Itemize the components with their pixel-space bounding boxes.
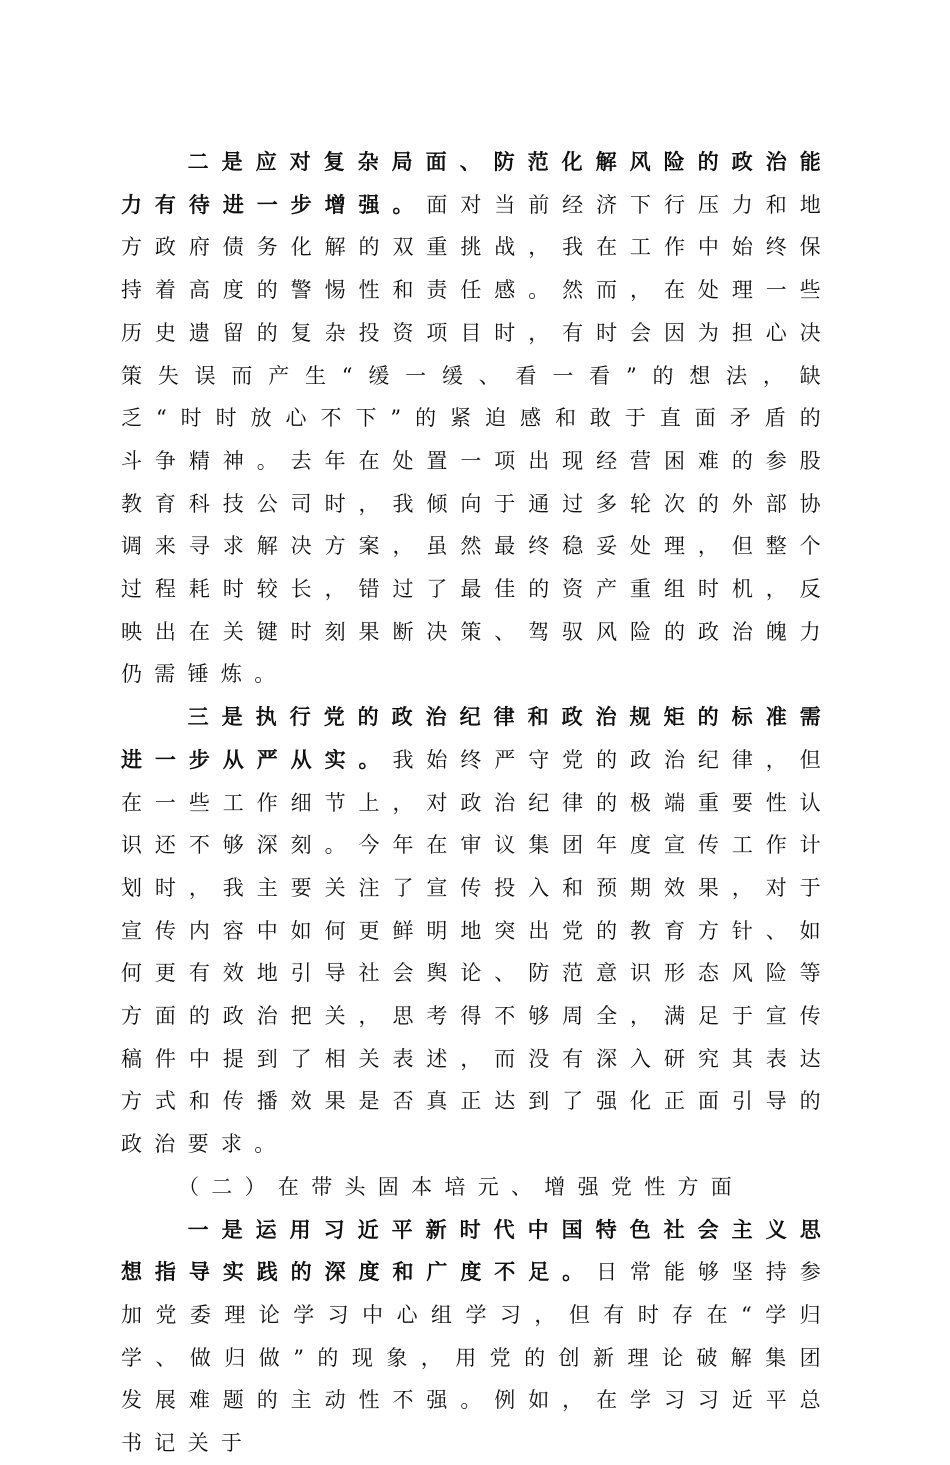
paragraph-political-ability: [121, 141, 833, 696]
section-heading-text: （二）在带头固本培元、增强党性方面: [178, 1174, 745, 1199]
paragraph-lead-sentence: 三是执行党的政治纪律和政治规矩的标准需进一步从严从实。: [121, 704, 833, 772]
document-page: [121, 141, 833, 1465]
paragraph-lead-sentence: 一是运用习近平新时代中国特色社会主义思想指导实践的深度和广度不足。: [121, 1216, 833, 1285]
paragraph-body-text: 我始终严守党的政治纪律，但在一些工作细节上，对政治纪律的极端重要性认识还不够深刻。今年在审议集团年度宣传工作计划时，我主要关注了宣传投入和预期效果，对于宣传内容中如何更鲜明地突出党的教育方针、如何更有效地引导社会舆论、防范意识形态风险等方面的政治把关，思考得不够周全，满足于宣传稿件中提到了相关表述，而没有深入研究其表达方式和传播效果是否真正达到了强化正面引导的政治要求。: [121, 747, 833, 1157]
section-heading: [121, 1166, 833, 1209]
paragraph-political-discipline: [121, 696, 833, 1166]
paragraph-lead-sentence: 二是应对复杂局面、防范化解风险的政治能力有待进一步增强。: [121, 149, 833, 217]
paragraph-theory-practice: [121, 1209, 833, 1465]
paragraph-body-text: 面对当前经济下行压力和地方政府债务化解的双重挑战，我在工作中始终保持着高度的警惕性和责任感。然而，在处理一些历史遗留的复杂投资项目时，有时会因为担心决策失误而产生“缓一缓、看一看”的想法，缺乏“时时放心不下”的紧迫感和敢于直面矛盾的斗争精神。去年在处置一项出现经营困难的参股教育科技公司时，我倾向于通过多轮次的外部协调来寻求解决方案，虽然最终稳妥处理，但整个过程耗时较长，错过了最佳的资产重组时机，反映出在关键时刻果断决策、驾驭风险的政治魄力仍需锤炼。: [121, 192, 833, 687]
paragraph-body-text: 日常能够坚持参加党委理论学习中心组学习，但有时存在“学归学、做归做”的现象，用党的创新理论破解集团发展难题的主动性不强。例如，在学习习近平总书记关于: [121, 1260, 833, 1456]
